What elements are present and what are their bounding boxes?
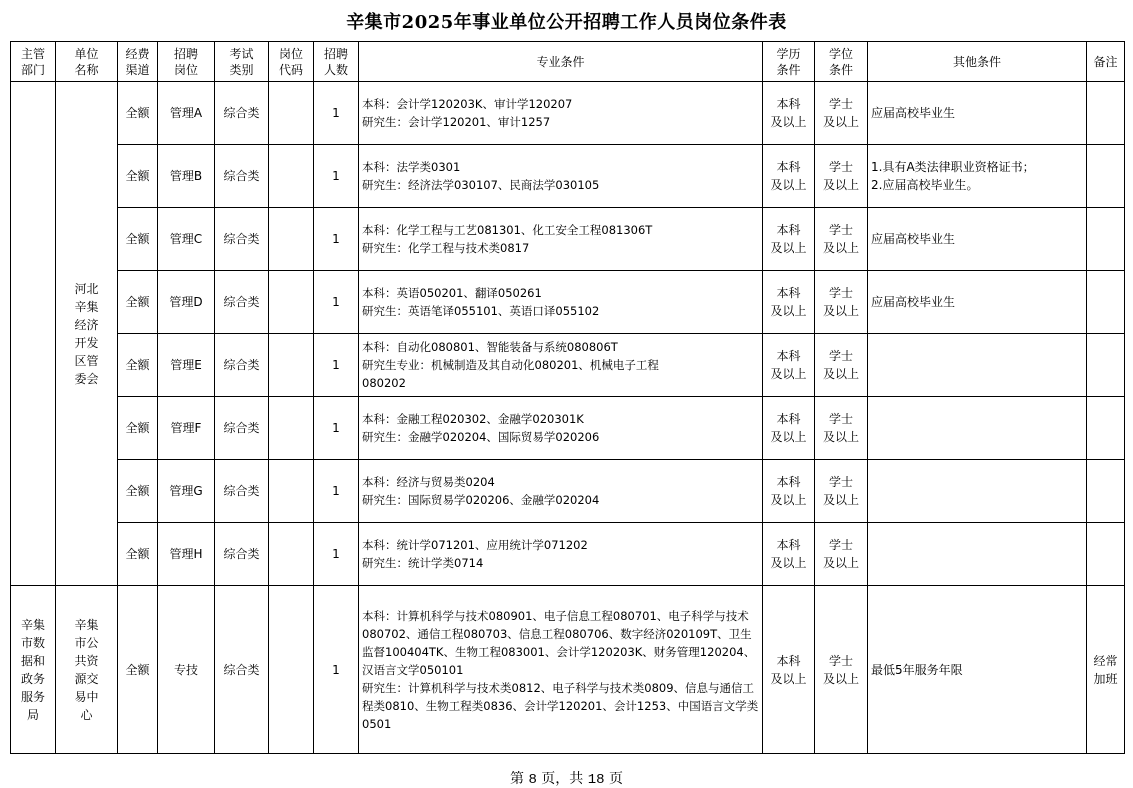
fund-cell <box>118 208 158 271</box>
num-cell-text: 1 <box>332 232 340 246</box>
other-cell <box>868 460 1087 523</box>
edu-cell-text: 本科 及以上 <box>770 349 807 381</box>
exam-cell-text: 综合类 <box>223 169 260 183</box>
edu-cell-text: 本科 及以上 <box>770 653 807 686</box>
code-cell <box>269 271 314 334</box>
post-cell <box>158 271 215 334</box>
footer-total-pages: 18 <box>587 772 605 788</box>
remark-cell <box>1087 586 1125 754</box>
other-cell <box>868 334 1087 397</box>
remark-cell <box>1087 271 1125 334</box>
degree-cell-text: 学士 及以上 <box>822 349 859 381</box>
degree-cell <box>815 145 868 208</box>
table-row <box>11 82 1125 145</box>
unit-cell <box>56 586 118 754</box>
exam-cell <box>215 523 269 586</box>
post-cell <box>158 586 215 754</box>
exam-cell-text: 综合类 <box>223 484 260 498</box>
table-row <box>11 397 1125 460</box>
major-cell-text: 本科：法学类0301 研究生：经济法学030107、民商法学030105 <box>362 160 600 192</box>
header-degree: 学位条件 <box>815 42 868 82</box>
exam-cell-text: 综合类 <box>223 421 260 435</box>
exam-cell <box>215 397 269 460</box>
degree-cell-text: 学士 及以上 <box>822 653 859 686</box>
num-cell-text: 1 <box>332 169 340 183</box>
major-cell-text: 本科：英语050201、翻译050261 研究生：英语笔译055101、英语口译055102 <box>362 286 600 318</box>
degree-cell <box>815 460 868 523</box>
num-cell-text: 1 <box>332 662 340 677</box>
edu-cell-text: 本科 及以上 <box>770 223 807 255</box>
footer-mid: 页，共 <box>541 771 584 787</box>
edu-cell <box>763 397 815 460</box>
major-cell <box>359 397 763 460</box>
unit-cell-text: 辛集市公共资源交易中心 <box>74 617 99 722</box>
major-cell <box>359 208 763 271</box>
remark-cell <box>1087 82 1125 145</box>
remark-cell <box>1087 397 1125 460</box>
post-cell-text: 管理A <box>169 106 203 120</box>
other-cell-text: 应届高校毕业生 <box>871 106 956 120</box>
exam-cell <box>215 586 269 754</box>
exam-cell <box>215 208 269 271</box>
table-row <box>11 271 1125 334</box>
degree-cell-text: 学士 及以上 <box>822 538 859 570</box>
degree-cell <box>815 334 868 397</box>
edu-cell <box>763 586 815 754</box>
major-cell <box>359 460 763 523</box>
code-cell <box>269 460 314 523</box>
fund-cell-text: 全额 <box>125 484 150 498</box>
post-cell <box>158 208 215 271</box>
dept-cell <box>11 82 56 586</box>
post-cell-text: 管理E <box>170 358 202 372</box>
edu-cell-text: 本科 及以上 <box>770 538 807 570</box>
header-dept: 主管部门 <box>11 42 56 82</box>
other-cell <box>868 145 1087 208</box>
code-cell <box>269 397 314 460</box>
edu-cell <box>763 271 815 334</box>
header-code: 岗位代码 <box>269 42 314 82</box>
exam-cell-text: 综合类 <box>223 547 260 561</box>
header-other: 其他条件 <box>868 42 1087 82</box>
table-row <box>11 586 1125 754</box>
exam-cell <box>215 460 269 523</box>
num-cell-text: 1 <box>332 484 340 498</box>
code-cell <box>269 586 314 754</box>
post-cell <box>158 460 215 523</box>
header-major: 专业条件 <box>359 42 763 82</box>
post-cell <box>158 82 215 145</box>
recruitment-table <box>10 41 1125 754</box>
exam-cell-text: 综合类 <box>223 232 260 246</box>
code-cell <box>269 82 314 145</box>
major-cell-text: 本科：自动化080801、智能装备与系统080806T 研究生专业：机械制造及其自动化080201、机械电子工程 080202 <box>362 340 659 390</box>
major-cell <box>359 271 763 334</box>
table-row <box>11 523 1125 586</box>
fund-cell-text: 全额 <box>125 106 150 120</box>
remark-cell <box>1087 145 1125 208</box>
fund-cell <box>118 145 158 208</box>
dept-cell-text: 辛集市数据和政务服务局 <box>20 617 45 722</box>
major-cell-text: 本科：化学工程与工艺081301、化工安全工程081306T 研究生：化学工程与技术类0817 <box>362 223 653 255</box>
code-cell <box>269 145 314 208</box>
post-cell <box>158 397 215 460</box>
page-footer <box>0 768 1133 788</box>
code-cell <box>269 334 314 397</box>
fund-cell <box>118 271 158 334</box>
degree-cell-text: 学士 及以上 <box>822 223 859 255</box>
remark-cell <box>1087 460 1125 523</box>
exam-cell <box>215 145 269 208</box>
degree-cell <box>815 208 868 271</box>
major-cell <box>359 82 763 145</box>
other-cell <box>868 82 1087 145</box>
num-cell-text: 1 <box>332 358 340 372</box>
degree-cell-text: 学士 及以上 <box>822 97 859 129</box>
degree-cell-text: 学士 及以上 <box>822 412 859 444</box>
footer-page-number: 8 <box>528 772 537 788</box>
degree-cell <box>815 271 868 334</box>
exam-cell <box>215 271 269 334</box>
header-edu: 学历条件 <box>763 42 815 82</box>
other-cell-text: 应届高校毕业生 <box>871 232 956 246</box>
fund-cell-text: 全额 <box>125 295 150 309</box>
degree-cell <box>815 397 868 460</box>
dept-cell <box>11 586 56 754</box>
post-cell-text: 专技 <box>173 662 198 677</box>
num-cell-text: 1 <box>332 421 340 435</box>
num-cell <box>314 145 359 208</box>
edu-cell <box>763 208 815 271</box>
num-cell <box>314 208 359 271</box>
edu-cell <box>763 460 815 523</box>
edu-cell-text: 本科 及以上 <box>770 286 807 318</box>
num-cell <box>314 271 359 334</box>
edu-cell-text: 本科 及以上 <box>770 160 807 192</box>
table-row <box>11 334 1125 397</box>
other-cell <box>868 586 1087 754</box>
num-cell <box>314 397 359 460</box>
num-cell-text: 1 <box>332 547 340 561</box>
degree-cell-text: 学士 及以上 <box>822 160 859 192</box>
other-cell <box>868 208 1087 271</box>
degree-cell-text: 学士 及以上 <box>822 475 859 507</box>
unit-cell-text: 河北辛集经济开发区管委会 <box>74 281 99 386</box>
remark-cell <box>1087 334 1125 397</box>
fund-cell-text: 全额 <box>125 232 150 246</box>
unit-cell <box>56 82 118 586</box>
post-cell <box>158 523 215 586</box>
footer-suffix: 页 <box>609 771 624 787</box>
edu-cell <box>763 82 815 145</box>
post-cell <box>158 334 215 397</box>
fund-cell-text: 全额 <box>125 421 150 435</box>
degree-cell <box>815 523 868 586</box>
degree-cell <box>815 586 868 754</box>
edu-cell <box>763 523 815 586</box>
footer-prefix: 第 <box>509 771 524 787</box>
remark-cell <box>1087 523 1125 586</box>
other-cell <box>868 397 1087 460</box>
table-row <box>11 460 1125 523</box>
fund-cell <box>118 586 158 754</box>
table-row <box>11 208 1125 271</box>
major-cell-text: 本科：金融工程020302、金融学020301K 研究生：金融学020204、国际贸易学020206 <box>362 412 600 444</box>
post-cell-text: 管理H <box>169 547 203 561</box>
num-cell <box>314 82 359 145</box>
major-cell-text: 本科：经济与贸易类0204 研究生：国际贸易学020206、金融学020204 <box>362 475 600 507</box>
num-cell <box>314 460 359 523</box>
remark-cell-text: 经常加班 <box>1093 653 1118 686</box>
fund-cell <box>118 334 158 397</box>
edu-cell-text: 本科 及以上 <box>770 97 807 129</box>
header-unit: 单位名称 <box>56 42 118 82</box>
other-cell <box>868 523 1087 586</box>
edu-cell-text: 本科 及以上 <box>770 412 807 444</box>
post-cell-text: 管理C <box>169 232 203 246</box>
table-row <box>11 145 1125 208</box>
major-cell-text: 本科：统计学071201、应用统计学071202 研究生：统计学类0714 <box>362 538 588 570</box>
edu-cell-text: 本科 及以上 <box>770 475 807 507</box>
fund-cell <box>118 523 158 586</box>
fund-cell <box>118 460 158 523</box>
remark-cell <box>1087 208 1125 271</box>
edu-cell <box>763 145 815 208</box>
fund-cell-text: 全额 <box>125 169 150 183</box>
major-cell-text: 本科：计算机科学与技术080901、电子信息工程080701、电子科学与技术080702、通信工程080703、信息工程080706、数字经济020109T、卫生监督100404TK、生物工程083001、会计学120203K、财务管理120204、汉语言文学050101 研究生：计算机科学与技术类0812、电子科学与技术类0809、信息与通信工程类0810、生物工程类0836、会计学120201、会计1253、中国语言文学类0501 <box>362 608 759 731</box>
degree-cell <box>815 82 868 145</box>
exam-cell-text: 综合类 <box>223 662 260 677</box>
num-cell-text: 1 <box>332 295 340 309</box>
post-cell-text: 管理B <box>169 169 203 183</box>
major-cell <box>359 586 763 754</box>
num-cell <box>314 334 359 397</box>
header-num: 招聘人数 <box>314 42 359 82</box>
fund-cell <box>118 397 158 460</box>
code-cell <box>269 208 314 271</box>
edu-cell <box>763 334 815 397</box>
exam-cell-text: 综合类 <box>223 358 260 372</box>
fund-cell-text: 全额 <box>125 662 150 677</box>
post-cell-text: 管理G <box>169 484 203 498</box>
header-row <box>11 42 1125 82</box>
other-cell-text: 应届高校毕业生 <box>871 295 956 309</box>
other-cell <box>868 271 1087 334</box>
degree-cell-text: 学士 及以上 <box>822 286 859 318</box>
exam-cell <box>215 334 269 397</box>
fund-cell-text: 全额 <box>125 358 150 372</box>
other-cell-text: 1.具有A类法律职业资格证书； 2.应届高校毕业生。 <box>871 160 1035 192</box>
major-cell <box>359 334 763 397</box>
fund-cell-text: 全额 <box>125 547 150 561</box>
page-title: 辛集市2025年事业单位公开招聘工作人员岗位条件表 <box>346 12 787 33</box>
fund-cell <box>118 82 158 145</box>
other-cell-text: 最低5年服务年限 <box>871 662 963 677</box>
exam-cell-text: 综合类 <box>223 106 260 120</box>
code-cell <box>269 523 314 586</box>
header-remark: 备注 <box>1087 42 1125 82</box>
post-cell <box>158 145 215 208</box>
exam-cell <box>215 82 269 145</box>
exam-cell-text: 综合类 <box>223 295 260 309</box>
num-cell-text: 1 <box>332 106 340 120</box>
post-cell-text: 管理D <box>169 295 203 309</box>
major-cell <box>359 523 763 586</box>
major-cell-text: 本科：会计学120203K、审计学120207 研究生：会计学120201、审计1257 <box>362 97 573 129</box>
header-fund: 经费渠道 <box>118 42 158 82</box>
header-exam: 考试类别 <box>215 42 269 82</box>
header-post: 招聘岗位 <box>158 42 215 82</box>
post-cell-text: 管理F <box>170 421 202 435</box>
major-cell <box>359 145 763 208</box>
num-cell <box>314 523 359 586</box>
num-cell <box>314 586 359 754</box>
